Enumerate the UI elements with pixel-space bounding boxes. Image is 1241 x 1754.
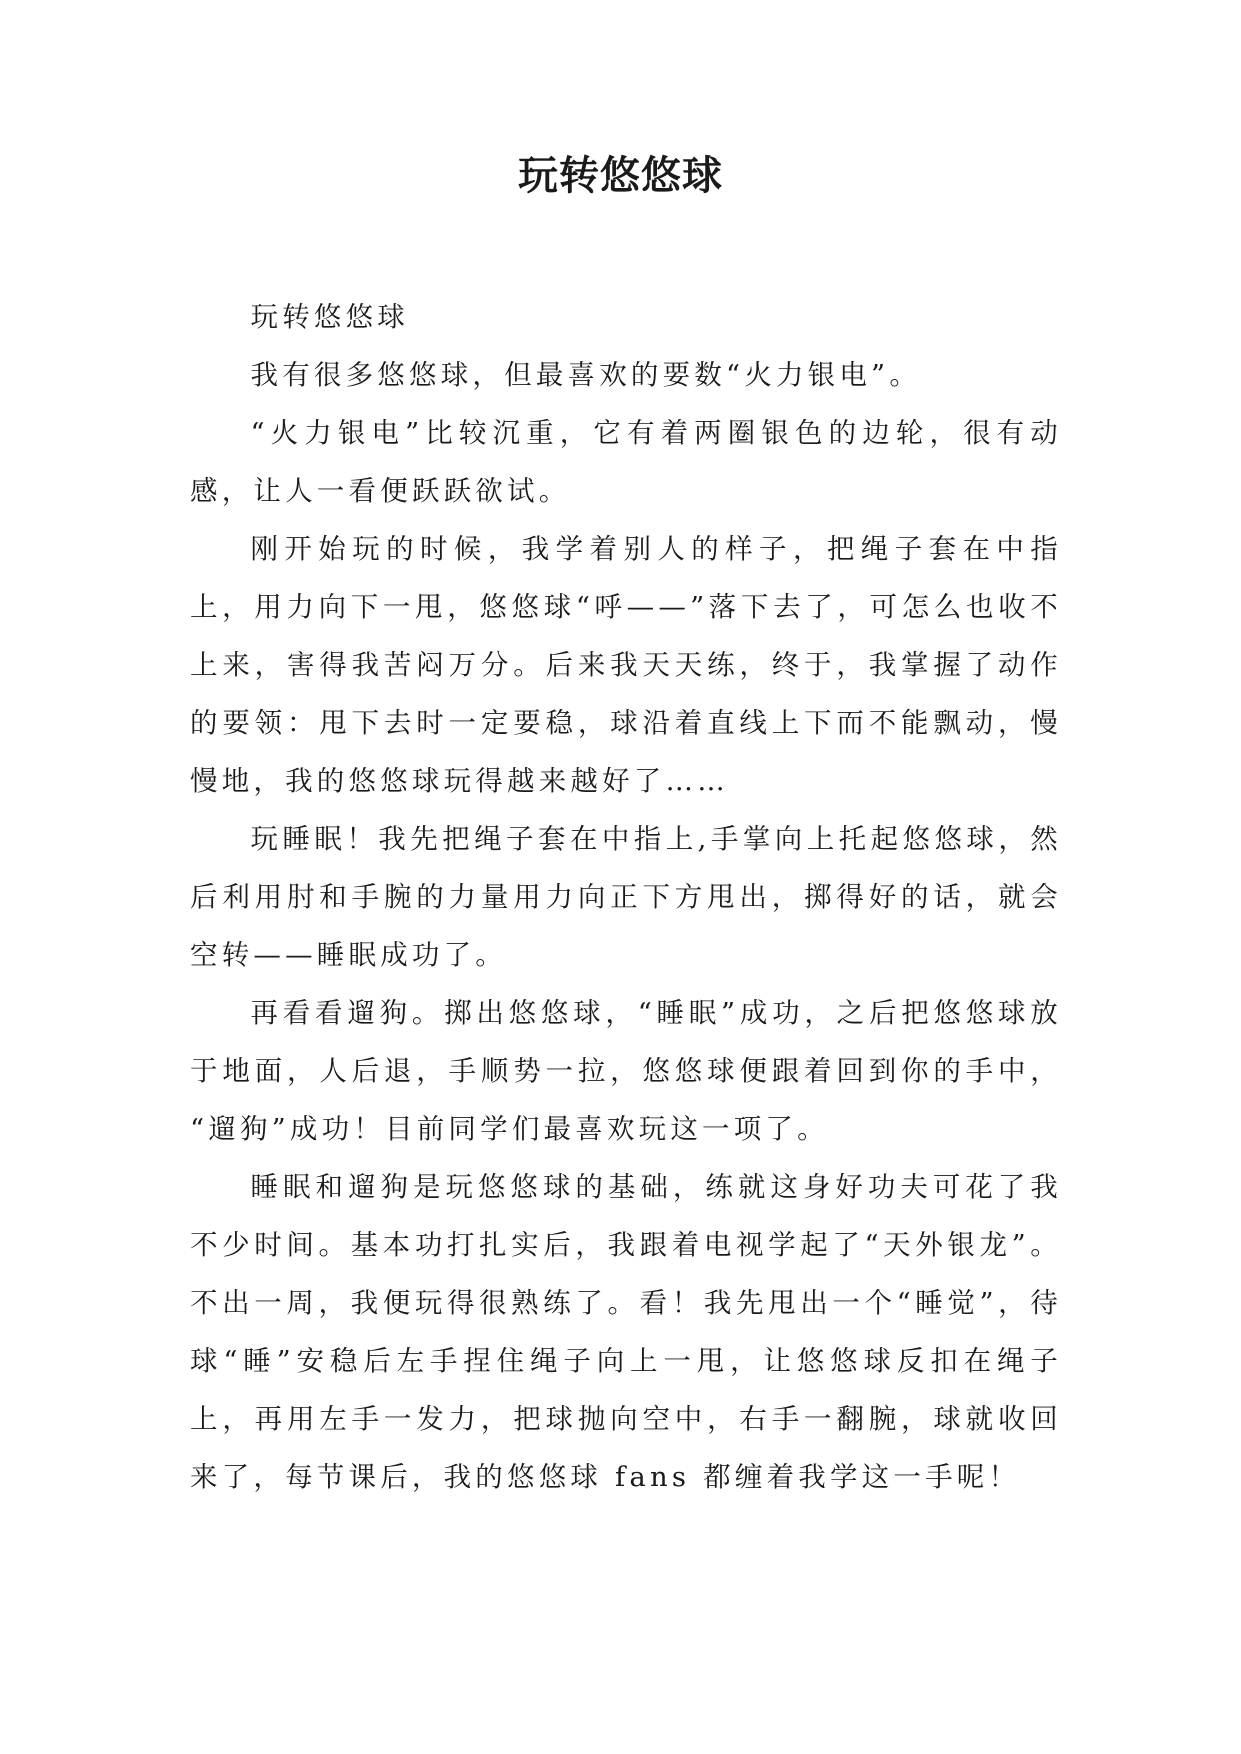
paragraph: 我有很多悠悠球，但最喜欢的要数“火力银电”。 [250, 359, 922, 391]
paragraph-subtitle: 玩转悠悠球 [250, 301, 409, 333]
paragraph: 刚开始玩的时候，我学着别人的样子，把绳子套在中指上，用力向下一甩，悠悠球“呼——”落下去了，可怎么也收不上来，害得我苦闷万分。后来我天天练，终于，我掌握了动作的要领：甩下去时一定要稳，球沿着直线上下而不能飘动，慢慢地，我的悠悠球玩得越来越好了…… [190, 533, 1062, 797]
paragraph: 睡眠和遛狗是玩悠悠球的基础，练就这身好功夫可花了我不少时间。基本功打扎实后，我跟着电视学起了“天外银龙”。不出一周，我便玩得很熟练了。看！我先甩出一个“睡觉”，待球“睡”安稳后左手捏住绳子向上一甩，让悠悠球反扣在绳子上，再用左手一发力，把球抛向空中，右手一翻腕，球就收回来了，每节课后，我的悠悠球 fans 都缠着我学这一手呢！ [190, 1171, 1062, 1493]
paragraph: “火力银电”比较沉重，它有着两圈银色的边轮，很有动感，让人一看便跃跃欲试。 [190, 417, 1062, 507]
paragraph: 玩睡眠！我先把绳子套在中指上,手掌向上托起悠悠球，然后利用肘和手腕的力量用力向正下方甩出，掷得好的话，就会空转——睡眠成功了。 [190, 823, 1062, 971]
paragraph: 再看看遛狗。掷出悠悠球，“睡眠”成功，之后把悠悠球放于地面，人后退，手顺势一拉，悠悠球便跟着回到你的手中， “遛狗”成功！目前同学们最喜欢玩这一项了。 [190, 997, 1062, 1145]
document-title: 玩转悠悠球 [518, 153, 723, 199]
article-body [190, 288, 1062, 1506]
